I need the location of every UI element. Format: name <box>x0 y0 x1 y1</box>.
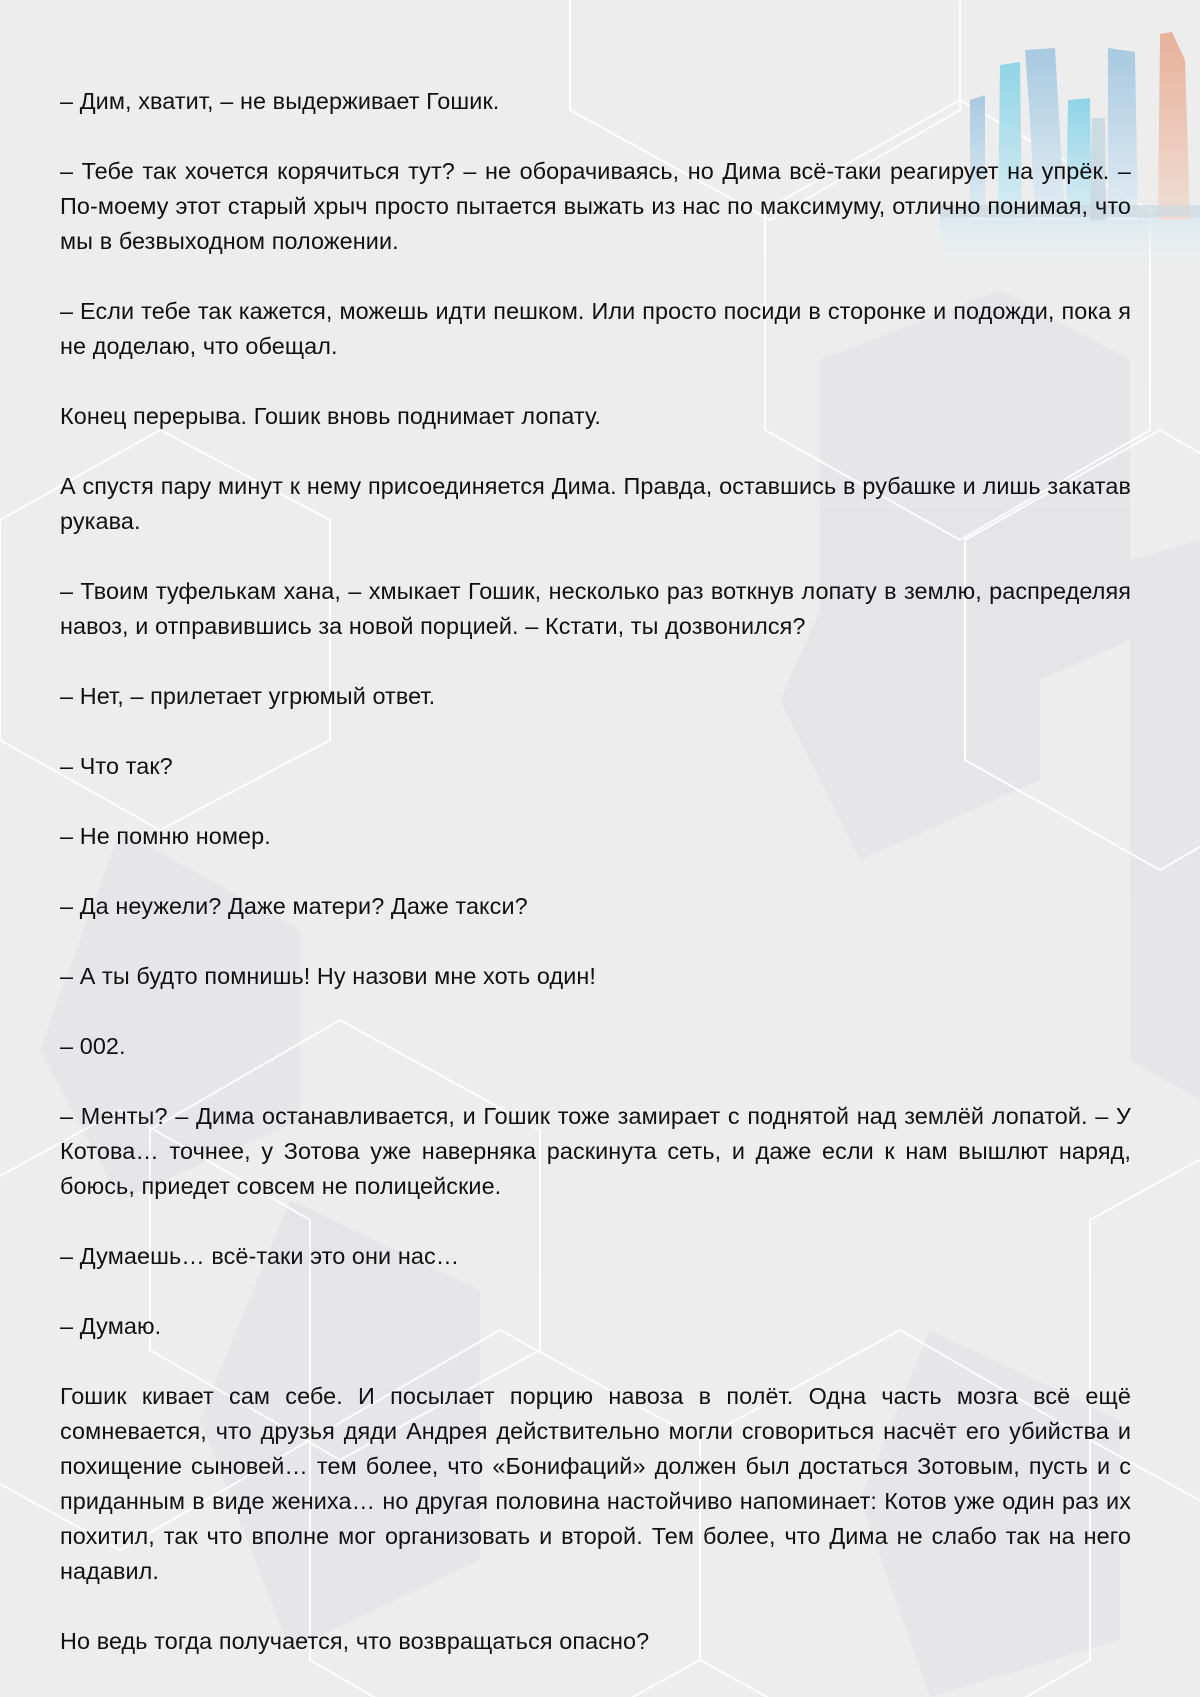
book-page-text <box>60 84 1131 1694</box>
paragraph: – Дим, хватит, – не выдерживает Гошик. <box>60 88 500 114</box>
paragraph: Гошик кивает сам себе. И посылает порцию навоза в полёт. Одна часть мозга всё ещё сомневается, что друзья дяди Андрея действительно могли сговориться насчёт его убийства и похищение сыновей… тем более, что «Бонифаций» должен был достаться Зотовым, пусть и с приданным в виде жениха… но другая половина настойчиво напоминает: Котов уже один раз их похитил, так что вполне мог организовать и второй. Тем более, что Дима не слабо так на него надавил. <box>60 1383 1131 1584</box>
paragraph: – Твоим туфелькам хана, – хмыкает Гошик, несколько раз воткнув лопату в землю, распределяя навоз, и отправившись за новой порцией. – Кстати, ты дозвонился? <box>60 578 1131 639</box>
paragraph: – Что так? <box>60 753 173 779</box>
paragraph: Конец перерыва. Гошик вновь поднимает лопату. <box>60 403 602 429</box>
paragraph: – Менты? – Дима останавливается, и Гошик тоже замирает с поднятой над землёй лопатой. – У Котова… точнее, у Зотова уже наверняка раскинута сеть, и даже если к нам вышлют наряд, боюсь, приедет совсем не полицейские. <box>60 1103 1131 1199</box>
paragraph: – Если тебе так кажется, можешь идти пешком. Или просто посиди в сторонке и подожди, пока я не доделаю, что обещал. <box>60 298 1131 359</box>
paragraph: – А ты будто помнишь! Ну назови мне хоть один! <box>60 963 596 989</box>
paragraph: – Думаю. <box>60 1313 162 1339</box>
paragraph: Но ведь тогда получается, что возвращаться опасно? <box>60 1628 650 1654</box>
paragraph: – Думаешь… всё-таки это они нас… <box>60 1243 460 1269</box>
paragraph: – 002. <box>60 1033 126 1059</box>
paragraph: – Да неужели? Даже матери? Даже такси? <box>60 893 528 919</box>
paragraph: – Не помню номер. <box>60 823 271 849</box>
paragraph: – Тебе так хочется корячиться тут? – не оборачиваясь, но Дима всё-таки реагирует на упрёк. – По-моему этот старый хрыч просто пытается выжать из нас по максимуму, отлично понимая, что мы в безвыходном положении. <box>60 158 1131 254</box>
paragraph: А спустя пару минут к нему присоединяется Дима. Правда, оставшись в рубашке и лишь закатав рукава. <box>60 473 1131 534</box>
paragraph: – Нет, – прилетает угрюмый ответ. <box>60 683 436 709</box>
